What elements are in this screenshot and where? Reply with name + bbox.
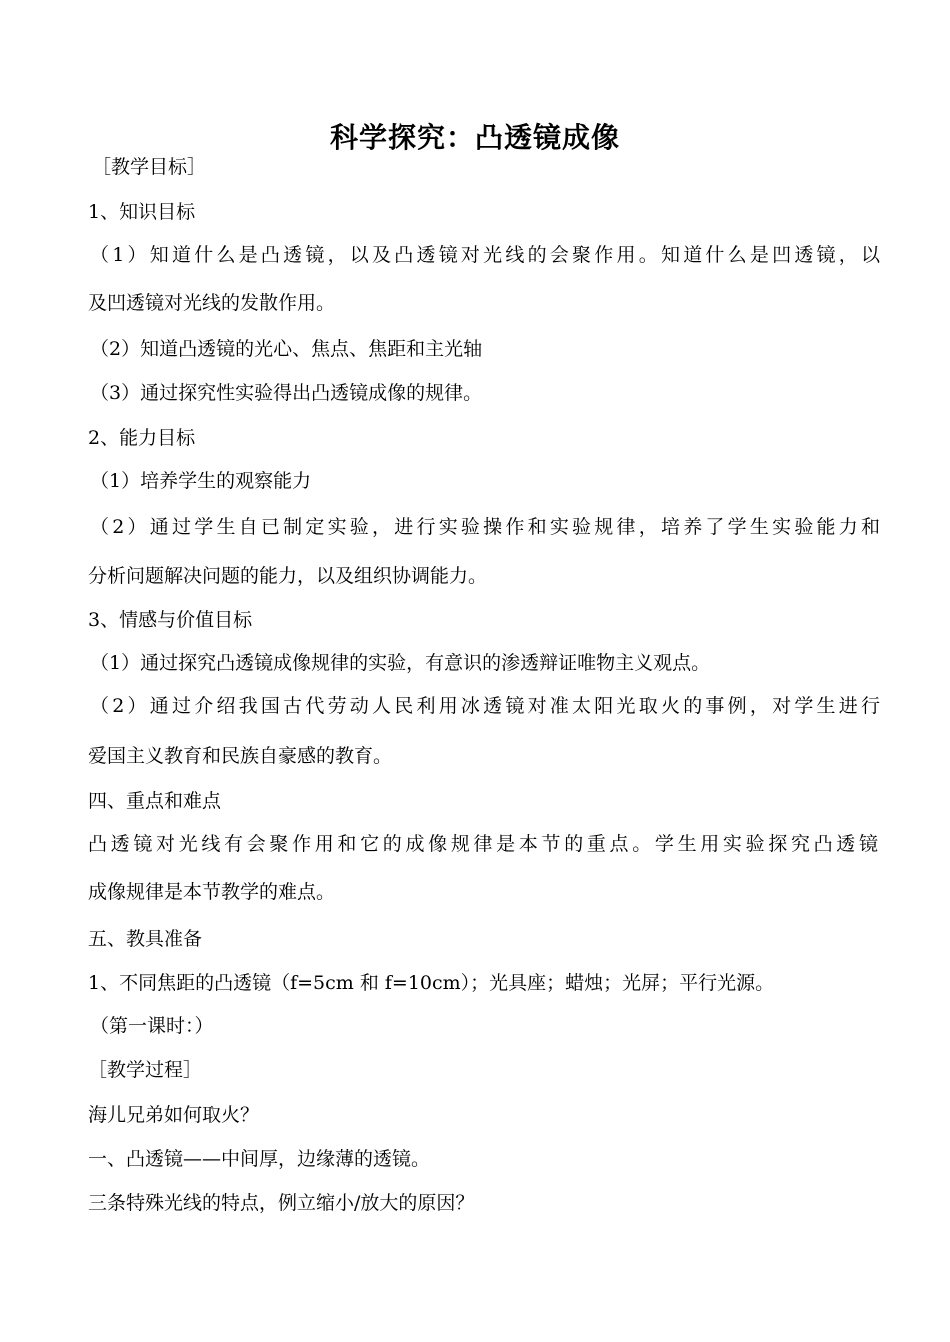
paragraph-line: 及凹透镜对光线的发散作用。 (88, 292, 336, 314)
paragraph-line: （1）知道什么是凸透镜，以及凸透镜对光线的会聚作用。知道什么是凹透镜，以 (90, 244, 880, 266)
paragraph-line: 1、不同焦距的凸透镜（f=5cm 和 f=10cm）；光具座；蜡烛；光屏；平行光源。 (88, 972, 775, 994)
paragraph-line: （第一课时：） (90, 1015, 214, 1037)
paragraph-line: （1）培养学生的观察能力 (90, 470, 312, 492)
paragraph-line: 一、凸透镜——中间厚，边缘薄的透镜。 (88, 1148, 431, 1170)
paragraph-line: （2）知道凸透镜的光心、焦点、焦距和主光轴 (90, 338, 483, 360)
section-heading-teaching-aids: 五、教具准备 (88, 928, 203, 950)
paragraph-line: 凸透镜对光线有会聚作用和它的成像规律是本节的重点。学生用实验探究凸透镜 (88, 833, 878, 855)
paragraph-line: 成像规律是本节教学的难点。 (88, 881, 336, 903)
section-heading-teaching-process: ［教学过程］ (88, 1059, 203, 1081)
paragraph-line: （2）通过学生自已制定实验，进行实验操作和实验规律，培养了学生实验能力和 (90, 516, 880, 538)
document-title: 科学探究：凸透镜成像 (329, 121, 620, 154)
paragraph-line: 海儿兄弟如何取火？ (88, 1104, 260, 1126)
subheading-knowledge-goals: 1、知识目标 (88, 201, 196, 223)
subheading-ability-goals: 2、能力目标 (88, 427, 196, 449)
paragraph-line: （2）通过介绍我国古代劳动人民利用冰透镜对准太阳光取火的事例，对学生进行 (90, 695, 880, 717)
section-heading-key-points: 四、重点和难点 (88, 790, 222, 812)
paragraph-line: 爱国主义教育和民族自豪感的教育。 (88, 745, 393, 767)
paragraph-line: 分析问题解决问题的能力，以及组织协调能力。 (88, 565, 488, 587)
paragraph-line: （1）通过探究凸透镜成像规律的实验，有意识的渗透辩证唯物主义观点。 (90, 652, 711, 674)
paragraph-line: （3）通过探究性实验得出凸透镜成像的规律。 (90, 382, 483, 404)
subheading-emotion-value-goals: 3、情感与价值目标 (88, 609, 253, 631)
paragraph-line: 三条特殊光线的特点，例立缩小/放大的原因？ (88, 1192, 475, 1214)
section-heading-teaching-goals: ［教学目标］ (92, 156, 207, 178)
